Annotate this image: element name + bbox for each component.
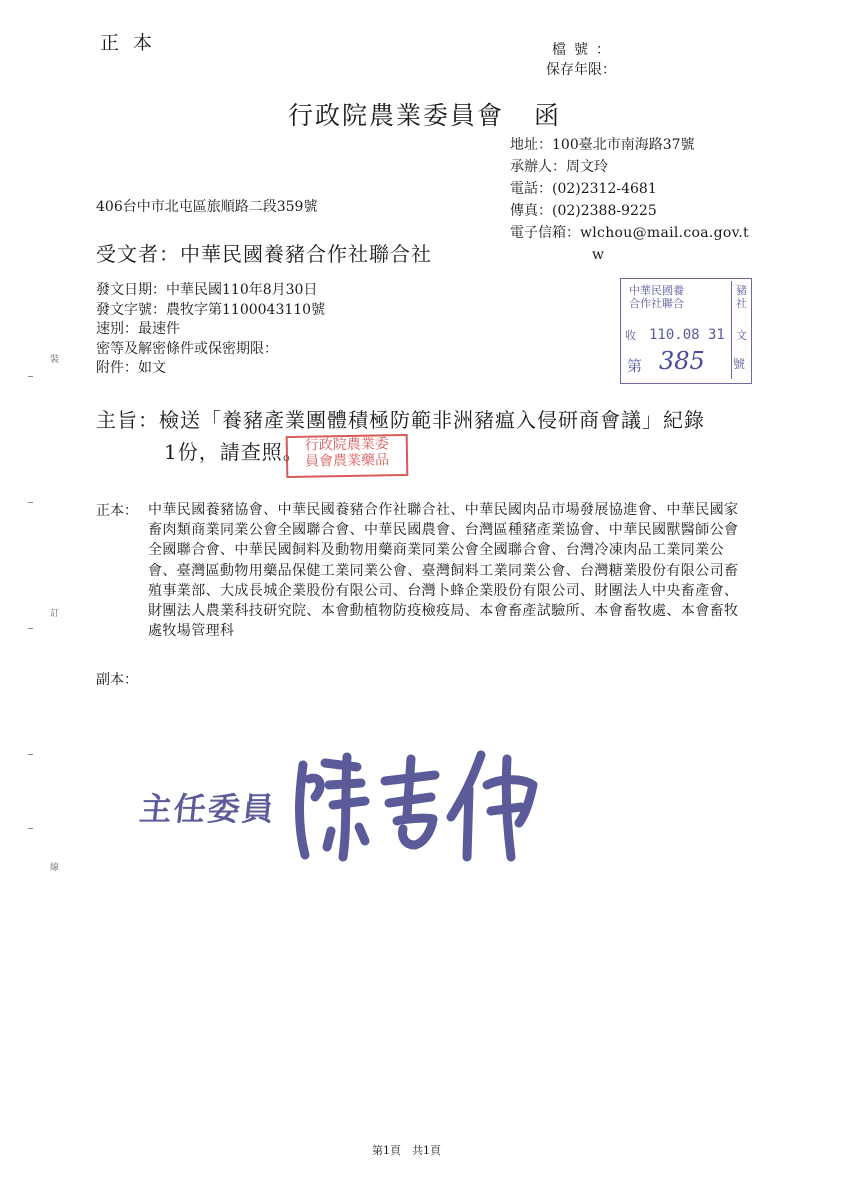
email-wrap: w: [592, 247, 604, 263]
stamp-side-char: 豬: [736, 284, 747, 297]
secrecy-level: 密等及解密條件或保密期限：: [96, 340, 278, 357]
stamp-date: 110.08 31: [649, 327, 725, 343]
original-recipients-label: 正本：: [96, 503, 138, 519]
copy-type-label: 正本: [100, 32, 167, 54]
signatory-title: 主任委員: [137, 790, 278, 828]
subject-line1: 主旨：檢送「養豬產業團體積極防範非洲豬瘟入侵研商會議」紀錄: [96, 408, 705, 432]
dispatch-date: 發文日期：中華民國110年8月30日: [96, 282, 318, 298]
archive-info: [546, 40, 618, 80]
email-value: wlchou@mail.coa.gov.t: [580, 225, 749, 241]
retention-period: 保存年限：: [546, 62, 616, 78]
dispatch-meta: [96, 281, 325, 379]
stamp-divider: [731, 281, 732, 379]
document-title: [288, 96, 561, 132]
archive-number: 檔號：: [552, 42, 618, 58]
contact-phone: 電話：(02)2312-4681: [510, 181, 657, 197]
received-stamp: [620, 278, 752, 384]
recipient-address: 406台中市北屯區旅順路二段359號: [96, 199, 318, 215]
page-footer: 第1頁 共1頁: [372, 1144, 441, 1157]
doc-type: 函: [534, 101, 562, 130]
stamp-org-line1: 中華民國養: [629, 284, 684, 297]
recipient: 受文者：中華民國養豬合作社聯合社: [96, 242, 432, 266]
contact-address: 地址：100臺北市南海路37號: [510, 137, 695, 153]
contact-handler: 承辦人：周文玲: [510, 159, 608, 175]
original-recipients-list: 中華民國養豬協會、中華民國養豬合作社聯合社、中華民國肉品市場發展協進會、中華民國家畜肉類商業同業公會全國聯合會、中華民國農會、台灣區種豬產業協會、中華民國獸醫師公會全國聯合會、中華民國飼料及動物用藥商業同業公會全國聯合會、台灣冷凍肉品工業同業公會、臺灣區動物用藥品保健工業同業公會、臺灣飼料工業同業公會、台灣糖業股份有限公司畜殖事業部、大成長城企業股份有限公司、台灣卜蜂企業股份有限公司、財團法人中央畜產會、財團法人農業科技研究院、本會動植物防疫檢疫局、本會畜產試驗所、本會畜牧處、本會畜牧處牧場管理科: [148, 502, 739, 640]
contact-block: [510, 134, 749, 266]
attachment: 附件：如文: [96, 360, 166, 376]
stamp-side-char2: 社: [736, 297, 747, 310]
dispatch-number: 發文字號：農牧字第1100043110號: [96, 301, 326, 318]
stamp-org-line2: 合作社聯合: [629, 297, 684, 310]
binding-mark-xian: 線: [50, 863, 60, 873]
agency-name: 行政院農業委員會: [288, 101, 505, 130]
subject-line2: 1份，請查照。: [164, 440, 304, 464]
email-label: 電子信箱：: [510, 225, 580, 241]
stamp-no-prefix: 第: [627, 357, 643, 375]
binding-mark-zhuang: 裝: [50, 355, 60, 365]
contact-fax: 傳真：(02)2388-9225: [510, 203, 657, 219]
copy-recipients-label: 副本：: [96, 672, 138, 688]
binding-mark-ding: 訂: [50, 609, 60, 619]
contact-email: [510, 222, 749, 244]
official-seal: [286, 434, 409, 478]
dispatch-speed: 速別：最速件: [96, 321, 180, 337]
stamp-right-char: 文: [736, 329, 747, 342]
stamp-no-suffix: 號: [733, 357, 746, 371]
seal-text2: 員會農業藥品: [304, 452, 390, 470]
seal-text1: 行政院農業委: [304, 436, 389, 454]
handwritten-signature: [285, 745, 545, 865]
stamp-left-char: 收: [625, 329, 636, 342]
stamp-number: 385: [659, 347, 705, 375]
